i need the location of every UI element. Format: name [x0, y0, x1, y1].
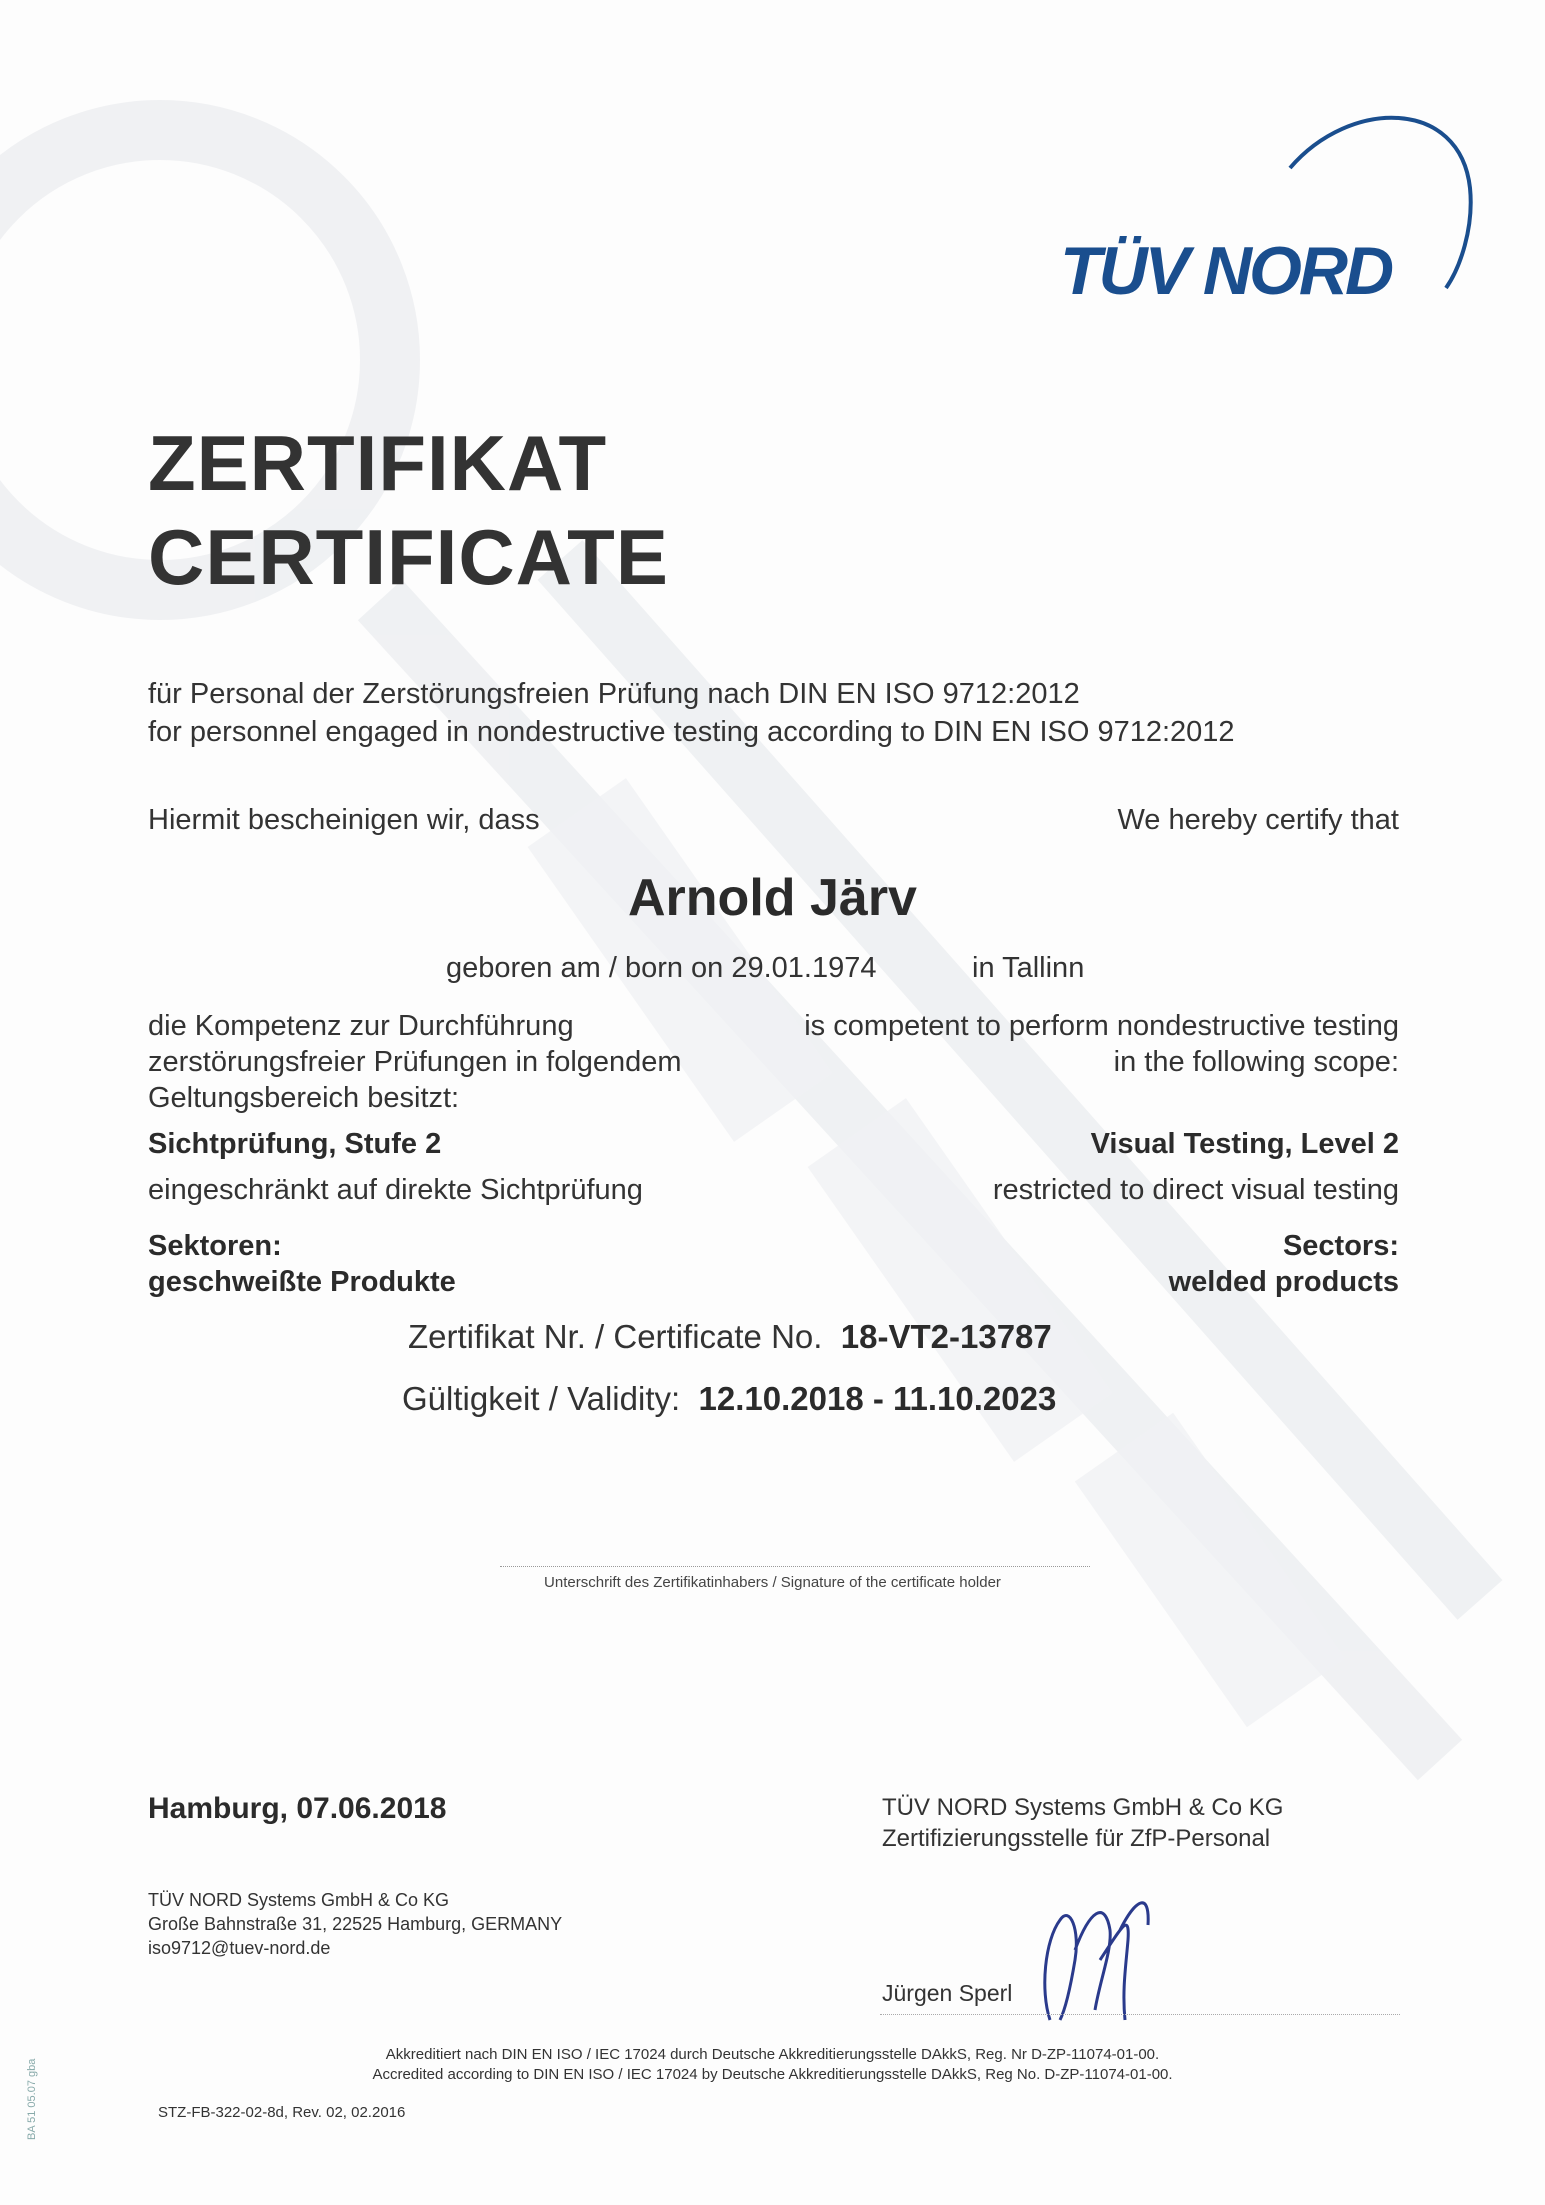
sectors-label-en: Sectors:: [1282, 1230, 1399, 1262]
title-en: CERTIFICATE: [148, 513, 669, 601]
restriction-de: eingeschränkt auf direkte Sichtprüfung: [148, 1174, 643, 1206]
title-de: ZERTIFIKAT: [148, 419, 608, 507]
address-email: iso9712@tuev-nord.de: [148, 1938, 331, 1958]
birth-date: geboren am / born on 29.01.1974: [446, 952, 877, 984]
issuer-department: Zertifizierungsstelle für ZfP-Personal: [882, 1825, 1271, 1852]
tuv-nord-logo: TÜV NORD: [1060, 233, 1392, 309]
sectors-label-de: Sektoren:: [148, 1230, 282, 1262]
holder-name: Arnold Järv: [628, 869, 917, 927]
certificate-number: 18-VT2-13787: [840, 1318, 1052, 1355]
accreditation-en: Accredited according to DIN EN ISO / IEC 17024 by Deutsche Akkreditierungsstelle DAkkS, Reg No. D-ZP-11074-01-00.: [372, 2066, 1173, 2083]
sectors-value-de: geschweißte Produkte: [148, 1266, 456, 1298]
subtitle-en: for personnel engaged in nondestructive testing according to DIN EN ISO 9712:2012: [148, 716, 1235, 748]
side-code: BA 51 05.07 gba: [26, 2058, 38, 2140]
birth-place: in Tallinn: [972, 952, 1085, 984]
subtitle-de: für Personal der Zerstörungsfreien Prüfung nach DIN EN ISO 9712:2012: [148, 678, 1080, 710]
certificate-number-label: Zertifikat Nr. / Certificate No.: [408, 1318, 823, 1355]
holder-signature-label: Unterschrift des Zertifikatinhabers / Signature of the certificate holder: [544, 1574, 1001, 1591]
competence-de: die Kompetenz zur Durchführung zerstörungsfreier Prüfungen in folgendem Geltungsbereich besitzt:: [148, 1010, 682, 1114]
issuer-signature-line: [880, 2014, 1400, 2015]
holder-signature-line: [500, 1566, 1090, 1567]
issuer-company: TÜV NORD Systems GmbH & Co KG: [882, 1794, 1284, 1821]
address-street: Große Bahnstraße 31, 22525 Hamburg, GERMANY: [148, 1914, 563, 1934]
form-number: STZ-FB-322-02-8d, Rev. 02, 02.2016: [158, 2104, 406, 2121]
signer-name: Jürgen Sperl: [882, 1980, 1013, 2006]
competence-en: is competent to perform nondestructive testing in the following scope:: [804, 1010, 1399, 1078]
certificate-number-row: [408, 1318, 1052, 1356]
accreditation-de: Akkreditiert nach DIN EN ISO / IEC 17024 durch Deutsche Akkreditierungsstelle DAkkS, Reg. Nr D-ZP-11074-01-00.: [385, 2046, 1160, 2063]
certify-en: We hereby certify that: [1117, 804, 1399, 836]
sectors-value-en: welded products: [1168, 1266, 1399, 1298]
method-de: Sichtprüfung, Stufe 2: [148, 1128, 442, 1160]
address-company: TÜV NORD Systems GmbH & Co KG: [148, 1890, 450, 1910]
handwritten-signature: [1030, 1870, 1170, 2030]
method-en: Visual Testing, Level 2: [1090, 1128, 1399, 1160]
restriction-en: restricted to direct visual testing: [992, 1174, 1399, 1206]
validity-row: [402, 1380, 1056, 1418]
issue-place-date: Hamburg, 07.06.2018: [148, 1792, 447, 1825]
validity-dates: 12.10.2018 - 11.10.2023: [698, 1380, 1057, 1417]
validity-label: Gültigkeit / Validity:: [402, 1380, 681, 1417]
certify-de: Hiermit bescheinigen wir, dass: [148, 804, 540, 836]
